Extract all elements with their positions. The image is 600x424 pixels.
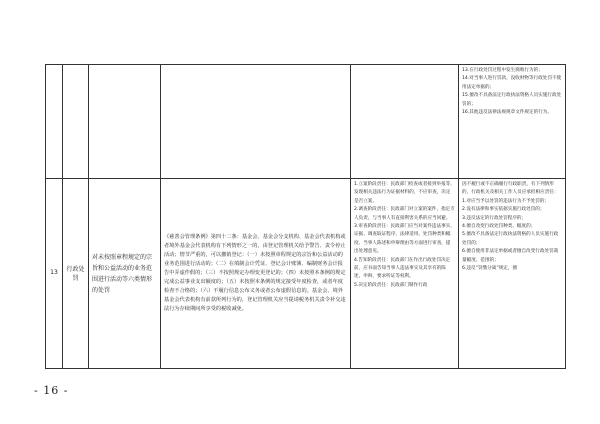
table-row — [46, 179, 566, 369]
responsibility-list-table — [45, 64, 566, 369]
list-item: 5.决定阶段责任：民政部门制作行政 — [354, 282, 428, 288]
item-name: 对未按照章程规定的宗旨和公益活动的业务范围进行活动等六类情形的处罚 — [89, 179, 161, 369]
page-number: - 16 - — [34, 384, 69, 397]
list-item: 13.在行政处罚过程中发生腐败行为的； — [462, 68, 543, 73]
list-item: 4.告知阶段责任：民政部门在作出行政处罚决定前，应书面告知当事人违法事实及其享有的陈述、申辩、要求听证等权利。 — [354, 257, 451, 280]
responsibility-cell — [351, 179, 459, 369]
prev-number-cell — [46, 65, 63, 179]
list-item: 2.没有法律和事实依据实施行政处罚的； — [462, 207, 545, 213]
list-item: 15.擅改不具备法定行政执法资格人员实施行政处罚的； — [462, 93, 562, 107]
prev-responsibility-cell — [351, 65, 459, 179]
prev-accountability-cell — [459, 65, 566, 179]
prev-basis-cell — [161, 65, 351, 179]
list-item: 3.审查阶段责任：民政部门应当对案件违法事实、证据、调查取证程序、法律适用、处罚种类和幅度、当事人陈述和申辩理由等方面进行审查，提出处理意见。 — [354, 224, 455, 255]
legal-basis: 《慈善会管理条例》第四十二条：基金会、基金会分支机构、基金会代表机构或者境外基金会代表机构有下列情形之一的，由登记管理机关给予警告、责令停止活动；情节严重的，可以撤销登记：（一）未按照章程规定的宗旨和公益活动的业务范围进行活动的；（二）在填制会计凭证、登记会计账簿、编制财务会计报告中弄虚作假的；（三）不按照规定办理变更登记的；（四）未按照本条例的规定完成公益事业支出额度的；（五）未按照本条例的规定接受年度检查，或者年度检查不合格的；（六）不履行信息公布义务或者公布虚假信息的。基金会、境外基金会代表机构有前款所列行为的，登记管理机关应当提请税务机关责令补交违法行为存续期间所享受的税收减免。 — [161, 179, 351, 369]
list-item: 6.违反“罚缴分离”规定，擅 — [462, 266, 518, 272]
list-item: 4.擅自改变行政处罚种类、幅度的； — [462, 224, 536, 230]
accountability-cell — [459, 179, 566, 369]
list-item: 2.调查阶段责任：民政部门对立案的案件，指定专人负责，与当事人有直接利害关系的应当回避。 — [354, 207, 455, 221]
prev-type-cell — [63, 65, 89, 179]
table-row — [46, 65, 566, 179]
list-item: 5.擅改不具备法定行政执法资格的人员实施行政处罚的； — [462, 232, 559, 246]
list-item: 因不履行或不正确履行行政职责，有下列情形的，行政机关及相关工作人员应承担相应责任：1.对应当予以处罚的违法行为不予处罚的； — [462, 182, 559, 204]
list-item: 1.立案阶段责任：民政部门检查或者接到举报等，发现相关违法行为证据材料的，不应审查，决定是否立案。 — [354, 182, 455, 204]
item-type: 行政处罚 — [63, 179, 89, 369]
row-number: 13 — [46, 179, 63, 369]
list-item: 3.违反法定的行政处罚程序的； — [462, 215, 527, 221]
prev-name-cell — [89, 65, 161, 179]
list-item: 14.对当事人进行罚款、没收财物等行政处罚不使用法定单据的； — [462, 76, 562, 90]
list-item: 6.擅自使用非法定单据或者擅自改变行政处罚裁量幅度、范围的； — [462, 249, 559, 263]
list-item: 16.其他违反法律法规规章文件规定的行为。 — [462, 110, 552, 116]
